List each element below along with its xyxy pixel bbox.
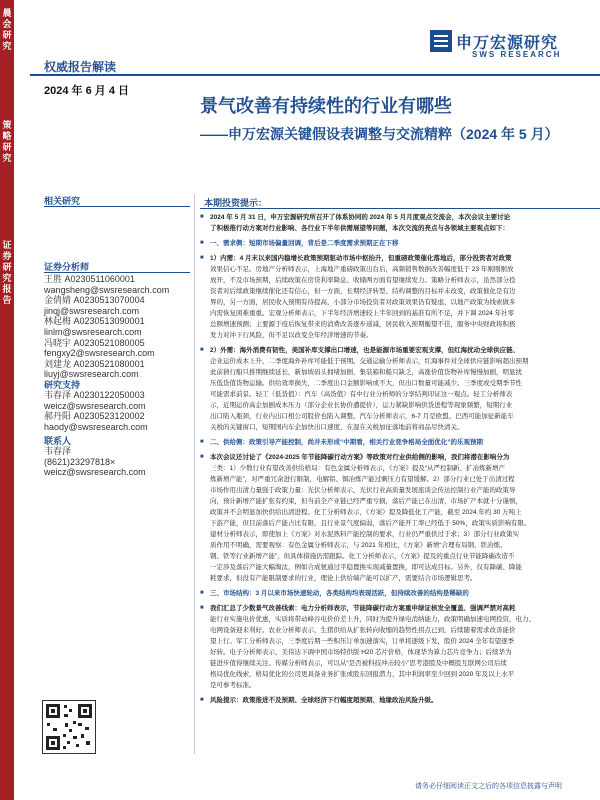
analysts-divider	[44, 272, 190, 273]
analyst-email[interactable]: liuyj@swsresearch.com	[44, 369, 139, 380]
strip-label-1: 晨会研究	[2, 8, 12, 51]
body-heading-supply: ■ 二、供给侧：政策引导产能控制，尚并未形成“中期看，相关行业竞争格局全面优化”的乐观预期	[200, 437, 600, 448]
analyst-line: 刘建龙 A0230521080001	[44, 358, 145, 369]
related-research-label: 相关研究	[44, 196, 81, 206]
contact-email[interactable]: weicz@swsresearch.com	[44, 467, 146, 478]
analyst-email[interactable]: jinqj@swsresearch.com	[44, 305, 140, 316]
body-heading-structure: ■ 三、市场结构：3 月以来市场快速轮动，各类结构均表现活跃，但持续改善的结构是稀缺的	[200, 588, 600, 599]
report-date: 2024 年 6 月 4 日	[44, 85, 129, 97]
analyst-line: 林起梅 A0230513090001	[44, 316, 145, 327]
analyst-line: 金倩婧 A0230513070004	[44, 295, 145, 306]
analyst-line: 冯晓宇 A0230521080005	[44, 337, 145, 348]
body-para-domestic: ■ 1）内需：4 月末以来国内稳增长政策预期驱动市场中枢抬升，但重磅政策催化落地后，部分投资者对政策 效果信心不足。房地产分析师表示，上海地产重磅政策出台后，高频销售数据改善幅度低于 23 年刚刚刚放 放开，不及市场预期，后续政策在房贷利率降息、收储两方面有望继续发力。策略分析师表示，虽然部分投 资者对后续政策继续催化还有信心，但一方面，长期经济转型、结构调整的目标并未改变，政策催化是有边 界的，另一方面，居民收入预期有待提高，小部分市场投资者对政策效果仍有疑虑，以地产政策为线索做多 内需恢复困难重重。宏观分析师表示，下半年经济增速较上半年回到的基准有所不足，并下调 2024 年社零 总额增速预测；主要源于疫后恢复带来的消费改善逐步递减，居民收入预期衡望不佳，服务中央财政将积极 发力对冲下行风险，但不足以改变全年经济增速的节奏。	[200, 253, 600, 341]
footer-disclaimer: 请务必仔细阅读正文之后的各项信息披露与声明	[415, 783, 562, 790]
body-para-supply: ■ 本次会议还讨论了《2024-2025 年节能降碳行动方案》等政策对行业供给侧的影响，我们将潜在影响分为 三类：1）少数行业有望改善供给格局：有色金属分析师表示，《方案》提及“从严控制新、扩冶炼新增产 炼新增产能”，对严重冗余进行限制，电解铝、铜冶炼产能过剩压力有望缓解。2）部分行业已处于出清过程 市场作用出清力量强于政策力量：光伏分析师表示，光伏行业高质量发展座谈会传达控制行业产能的政策导 向，预计新增产能扩张有约束，但当前全产业链已经严重亏损，落后产能已在出清，市场扩产本就十分谨慎， 政策并不会明显加快供给出清进程。化工分析师表示，《方案》提及降低化工产能，截至 2024 年约 30 万吨上 下游产能，但目前落后产能占比有限，且行业景气度偏弱，落后产能开工率已经低于 50%，政策实质影响有限。 建材分析师表示，即使加上《方案》对水泥熟料产能控制的要求，行业仍严重供过于求；3）部分行业政策实 质作用不明确，需要观察：有色金属分析师表示，与 2021 年相比，《方案》新增“合理布局钢、铁冶炼、 钢、铁等行业新增产能”，但具体措施仍需跟踪。化工分析师表示，《方案》提及的重点行业节能降碳改造不 一定涉及落后产能大幅淘汰，例如合成氨通过平稳置换实现减量置换，即可达成目标。另外，仅有降碳、降能 耗要求，但没有产能限制要求的行业，理论上供给端产能可以扩产，需要结合市场逻辑思考。	[200, 452, 600, 584]
left-strip	[0, 0, 14, 800]
body-para-structure: ■ 我们汇总了少数景气改善线索：电力分析师表示，节能降碳行动方案重申绿证核发全覆盖、强调严禁对高耗 能行业实施电价优惠，实质将带动峰谷电价价差上升，同时为提升绿电消纳能力，政策明确加速电网投资，电力、 电网设备迎来利好。农业分析师表示，生猪供给从扩张转向收缩的趋势性拐点已到，后续随着需求改善能价 望上行。军工分析师表示，三季度后期一些积压订单加速落实，订单将逐级下发，股价 2024 全年有望逐季 好转。电子分析师表示，美伟达下调中国市场特供版 H20 芯片价格，体现华为算力芯片竞争力；后续华为 链进步值得继续关注。传媒分析师表示，可以从“是否被科技冲击较小”思考港股及中概股互联网公司后续 格局优化线索，格局优化的公司更具备业务扩张或股东回报潜力，其中利润率至少回到 2020 年及以上水平 是可参考标准。	[200, 603, 600, 691]
report-tag: 权威报告解读	[44, 60, 117, 74]
contact-name: 韦春泽	[44, 446, 72, 456]
sws-logo-icon	[430, 30, 452, 52]
report-body	[200, 212, 600, 772]
qr-code-icon	[42, 700, 96, 754]
logo-chinese: 申万宏源研究	[456, 35, 559, 52]
logo-english: SWS RESEARCH	[472, 50, 562, 59]
header-divider	[30, 74, 600, 76]
analyst-email[interactable]: wangsheng@swsresearch.com	[44, 284, 170, 295]
summary-label: 本期投资提示：	[204, 198, 268, 208]
assistants-label: 研究支持	[44, 380, 81, 390]
body-para-external: ■ 2）外需：海外消费有韧性，美国补库支撑出口增速，也是能源市场重要宏观支撑，但红海扰动全球供应链、 企业运价成本上升，二季度海外补库可能低于预期。交通运输分析师表示，红海事件对全球供应链影响超出预期 此前猜行船只推期继续延长，新加坡码头拥堵加剧，集装箱和船只缺乏，高涨价值货物补库慢慢加剧，明显扰 压低货值货物运输。供给效率损失，二季度出口金额影响或不大，但出口数量可能减少。三季度或受期季节性 可能需求前景。轻工（低货值）：汽车（高货值）有中行业分析师的分享结判印证这一观点。轻工分析师表 示，近期运价高企加剧成本压力（部分企业长协价遭提价），运力紧缺影响供货进程等现象频繁，短期行业 出口陷入瓶颈，行业内出口相公司股价也陷入调整。汽车分析师表示，6-7 月是欧盟、巴西可能加征新能车 关税的关键窗口，短期国内车企加快出口速度，在湿在关税加征落地前将商品尽快清关。	[200, 345, 600, 433]
assistant-email[interactable]: haody@swsresearch.com	[44, 421, 148, 432]
analyst-line: 王胜 A0230511060001	[44, 274, 135, 284]
body-para-intro: ■ 2024 年 5 月 31 日，申万宏源研究所召开了体系协同的 2024 年 5 月月度观点交流会，本次会议主要讨论 了积极推行动方案对行业影响、各行业下半年供需展望等问题，本次交流的亮点与各领域主要观点如下：	[200, 212, 600, 234]
assistant-line: 郝丹阳 A0230523120002	[44, 411, 145, 422]
assistant-line: 韦春泽 A0230122050003	[44, 390, 145, 400]
body-heading-demand: ■ 一、需求侧：短期市场偏量回调，背后是二季度需求预期正在下移	[200, 238, 600, 249]
page-title: 景气改善有持续性的行业有哪些	[200, 96, 452, 116]
related-divider	[44, 206, 190, 207]
analyst-list	[44, 274, 194, 380]
contact-label: 联系人	[44, 436, 72, 446]
page-subtitle: ——申万宏源关键假设表调整与交流精粹（2024 年 5 月）	[200, 126, 559, 142]
analyst-email[interactable]: linlm@swsresearch.com	[44, 326, 142, 337]
analysts-label: 证券分析师	[44, 262, 90, 272]
assistant-email[interactable]: weicz@swsresearch.com	[44, 400, 146, 411]
body-risk-warning: ■ 风险提示：政策推进不及预期、全球经济下行幅度超预期、地缘政治风险升级。	[200, 695, 600, 706]
assistant-list	[44, 390, 194, 432]
strip-label-2: 策略研究	[2, 120, 12, 163]
strip-label-3: 证券研究报告	[2, 240, 12, 305]
contact-list	[44, 446, 194, 478]
contact-phone: (8621)23297818×	[44, 456, 116, 467]
analyst-email[interactable]: fengxy2@swsresearch.com	[44, 348, 155, 359]
column-separator	[194, 194, 195, 754]
summary-divider	[200, 208, 600, 209]
